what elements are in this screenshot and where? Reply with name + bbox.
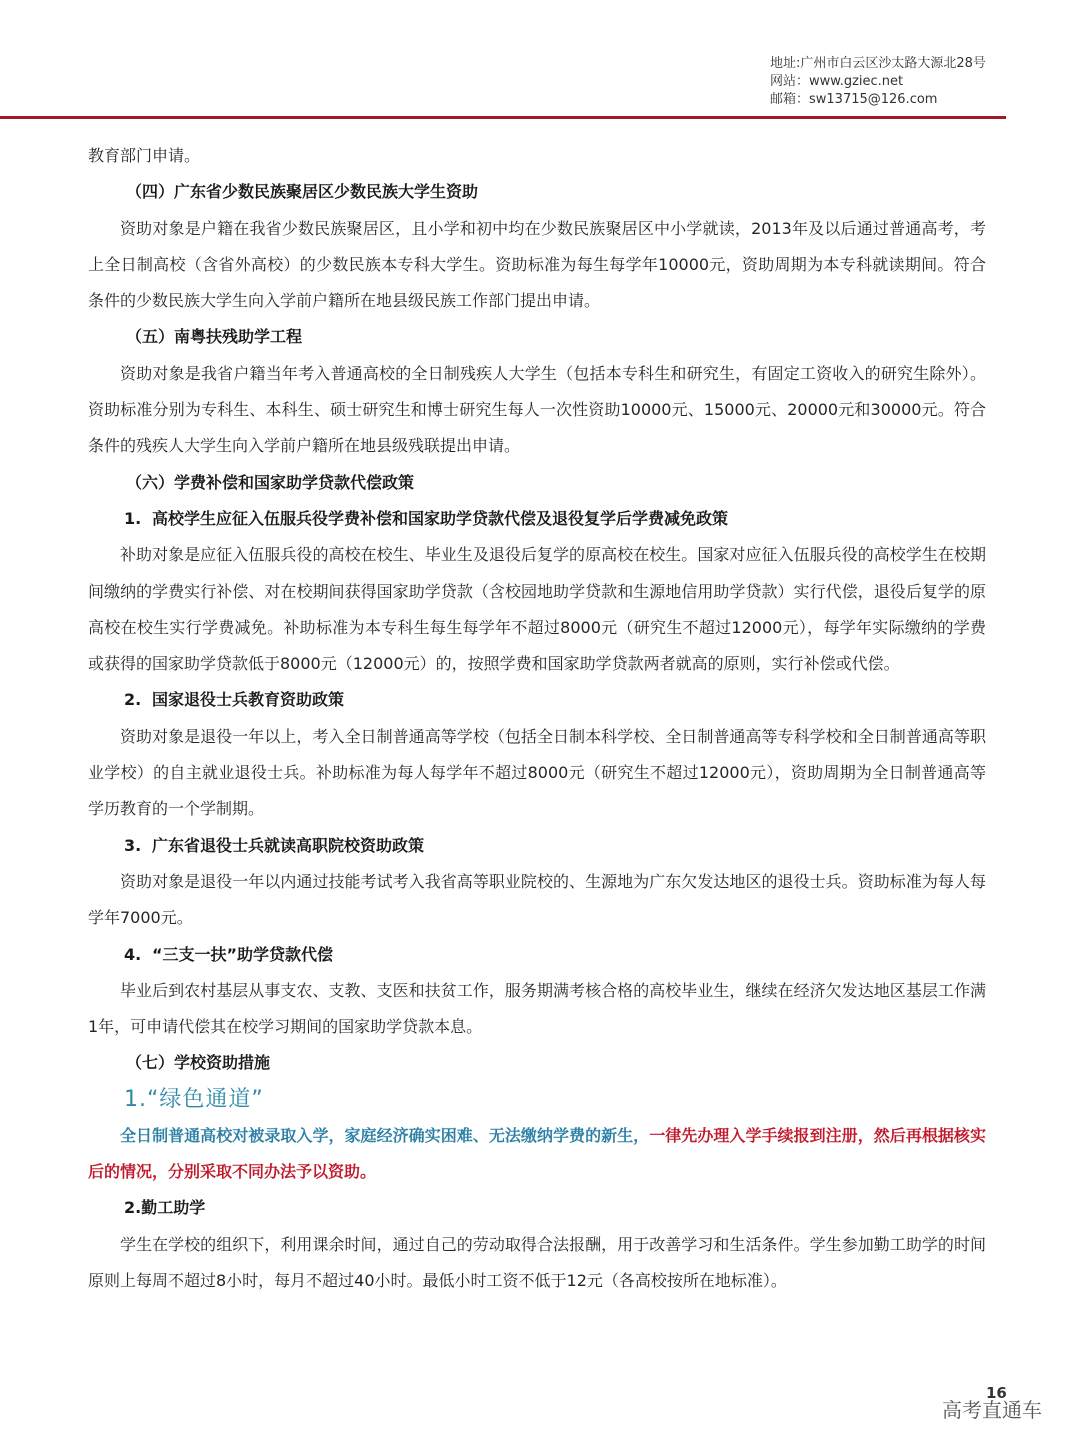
green-channel-text-blue: 全日制普通高校对被录取入学，家庭经济确实困难、无法缴纳学费的新生， — [120, 1125, 650, 1145]
section-6-3-number: 3. — [124, 835, 142, 855]
section-4-heading: （四）广东省少数民族聚居区少数民族大学生资助 — [126, 182, 479, 202]
section-6-2-number: 2. — [124, 690, 142, 710]
header-email: 邮箱：sw13715@126.com — [770, 92, 938, 107]
document-body — [88, 138, 986, 1299]
section-6-3-body: 资助对象是退役一年以内通过技能考试考入我省高等职业院校的、生源地为广东欠发达地区的退役士兵。资助标准为每人每学年7000元。 — [88, 871, 986, 928]
section-4-body: 资助对象是户籍在我省少数民族聚居区，且小学和初中均在少数民族聚居区中小学就读，2013年及以后通过普通高考，考上全日制高校（含省外高校）的少数民族本专科大学生。资助标准为每生每学年10000元，资助周期为本专科就读期间。符合条件的少数民族大学生向入学前户籍所在地县级民族工作部门提出申请。 — [88, 218, 986, 311]
page-number: 16 — [986, 1384, 1007, 1402]
paragraph-intro: 教育部门申请。 — [88, 146, 201, 165]
green-channel-text-red-2: 然后再根据核实后的情况，分别采取不同办法予以资助。 — [88, 1125, 986, 1182]
header-contact-block — [770, 55, 986, 109]
section-6-4-heading — [88, 937, 986, 973]
section-5-heading: （五）南粤扶残助学工程 — [126, 327, 303, 347]
section-6-1-number: 1. — [124, 508, 142, 528]
section-5-body: 资助对象是我省户籍当年考入普通高校的全日制残疾人大学生（包括本专科生和研究生，有固定工资收入的研究生除外）。资助标准分别为专科生、本科生、硕士研究生和博士研究生每人一次性资助10000元、15000元、20000元和30000元。符合条件的残疾人大学生向入学前户籍所在地县级残联提出申请。 — [88, 363, 986, 456]
section-6-2-title: 国家退役士兵教育资助政策 — [152, 690, 345, 710]
section-6-2-body: 资助对象是退役一年以上，考入全日制普通高等学校（包括全日制本科学校、全日制普通高等专科学校和全日制普通高等职业学校）的自主就业退役士兵。补助标准为每人每学年不超过8000元（研究生不超过12000元），资助周期为全日制普通高等学历教育的一个学制期。 — [88, 726, 986, 819]
section-6-heading: （六）学费补偿和国家助学贷款代偿政策 — [126, 472, 415, 492]
section-6-3-title: 广东省退役士兵就读高职院校资助政策 — [152, 835, 425, 855]
section-6-4-title: “三支一扶”助学贷款代偿 — [152, 944, 334, 964]
section-7-2-heading: 2.勤工助学 — [124, 1198, 206, 1218]
section-6-1-heading — [88, 501, 986, 537]
section-6-4-number: 4. — [124, 944, 142, 964]
section-6-1-title: 高校学生应征入伍服兵役学费补偿和国家助学贷款代偿及退役复学后学费减免政策 — [152, 508, 729, 528]
header-address: 地址:广州市白云区沙太路大源北28号 — [770, 56, 986, 71]
green-channel-text-red: 一律先办理入学手续报到注册， — [649, 1125, 874, 1145]
section-7-heading: （七）学校资助措施 — [126, 1053, 271, 1073]
header-website: 网站：www.gziec.net — [770, 74, 904, 89]
section-7-1-heading: 1.“绿色通道” — [124, 1086, 264, 1112]
section-6-2-heading — [88, 682, 986, 718]
section-6-3-heading — [88, 828, 986, 864]
header-divider — [0, 116, 1006, 119]
section-7-2-body: 学生在学校的组织下，利用课余时间，通过自己的劳动取得合法报酬，用于改善学习和生活条件。学生参加勤工助学的时间原则上每周不超过8小时，每月不超过40小时。最低小时工资不低于12元（各高校按所在地标准）。 — [88, 1234, 986, 1290]
section-7-1-body — [88, 1118, 986, 1191]
section-6-1-body: 补助对象是应征入伍服兵役的高校在校生、毕业生及退役后复学的原高校在校生。国家对应征入伍服兵役的高校学生在校期间缴纳的学费实行补偿、对在校期间获得国家助学贷款（含校园地助学贷款和生源地信用助学贷款）实行代偿，退役后复学的原高校在校生实行学费减免。补助标准为本专科生每生每学年不超过8000元（研究生不超过12000元），每学年实际缴纳的学费或获得的国家助学贷款低于8000元（12000元）的，按照学费和国家助学贷款两者就高的原则，实行补偿或代偿。 — [88, 545, 986, 674]
watermark-text: 高考直通车 — [942, 1398, 1042, 1422]
section-6-4-body: 毕业后到农村基层从事支农、支教、支医和扶贫工作，服务期满考核合格的高校毕业生，继续在经济欠发达地区基层工作满1年，可申请代偿其在校学习期间的国家助学贷款本息。 — [88, 980, 986, 1037]
